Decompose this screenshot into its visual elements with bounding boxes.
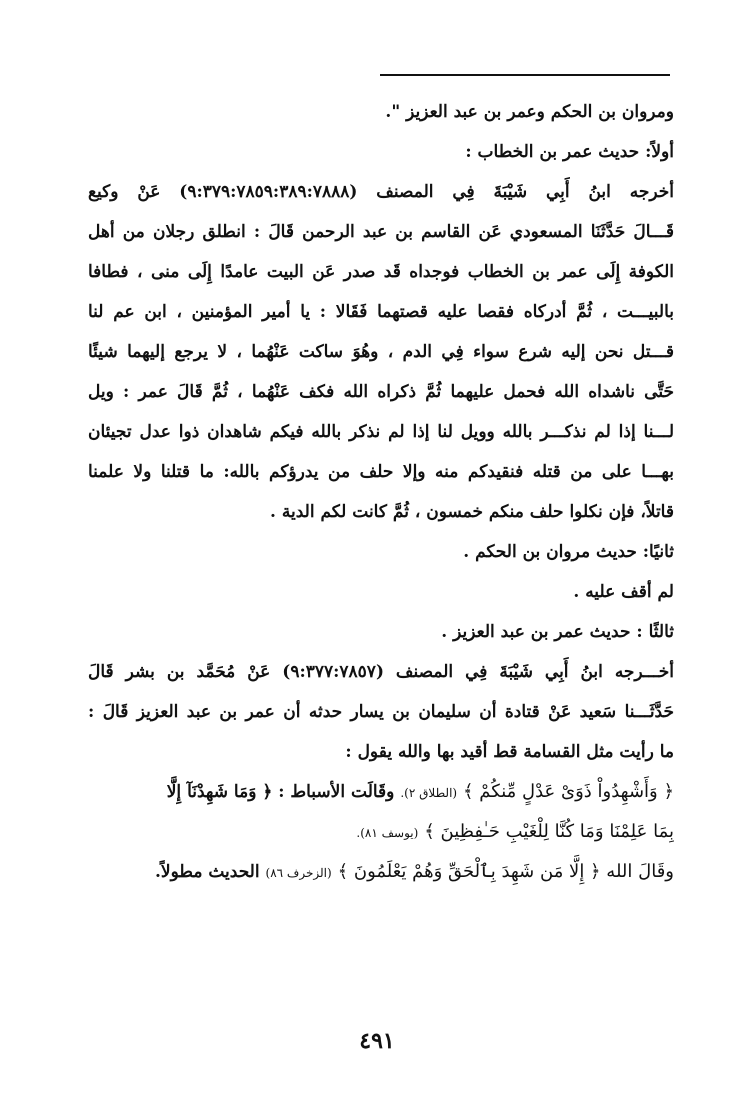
heading-first-hadith: أولاً: حديث عمر بن الخطاب : (465, 142, 674, 162)
text-line-5: الكوفة إِلَى عمر بن الخطاب فوجداه قَد صدر عَن البيت عامدًا إِلَى منى ، فطافا (88, 262, 674, 282)
text-hadith-mutawwal: الحديث مطولاً. (154, 862, 260, 882)
quran-ref-zukhruf: (الزخرف ٨٦) (265, 866, 332, 880)
text-line-10: بهـــا على من قتله فنقيدكم منه وإلا حلف من يدرؤكم بالله: ما قتلنا ولا علمنا (88, 462, 674, 482)
page-number: ٤٩١ (359, 1028, 395, 1054)
quran-verse-yusuf: بِمَا عَلِمْنَا وَمَا كُنَّا لِلْغَيْبِ حَـٰفِظِينَ ﴾ (424, 821, 674, 842)
quran-line-1 (88, 772, 674, 812)
heading-third-hadith: ثالثًا : حديث عمر بن عبد العزيز . (441, 622, 674, 642)
heading-second-hadith: ثانيًا: حديث مروان بن الحكم . (463, 542, 674, 562)
text-asbat: وقَالَت الأسباط : ﴿ وَمَا شَهِدْنَآ إِلَّا (166, 782, 395, 802)
text-line-16: حَدَّثَـــنا سَعيد عَنْ قتادة أن سليمان بن يسار حدثه أن عمر بن عبد العزيز قَالَ : (88, 702, 674, 722)
quran-line-2 (88, 812, 674, 852)
quran-line-3 (88, 852, 674, 892)
text-line-15: أخـــرجه ابنُ أَبِي شَيْبَةَ فِي المصنف (٩:٣٧٧:٧٨٥٧) عَنْ مُحَمَّد بن بشر قَالَ (88, 662, 674, 682)
text-line-9: لـــنا إذا لم نذكـــر بالله وويل لنا إذا لم نذكر بالله فيكم شاهدان ذوا عدل تجيئان (88, 422, 674, 442)
quran-verse-zukhruf: وقَالَ الله ﴿ إِلَّا مَن شَهِدَ بِٱلْحَقِّ وَهُمْ يَعْلَمُونَ ﴾ (337, 861, 674, 882)
text-line-8: حَتَّى ناشداه الله فحمل عليهما ثُمَّ ذكراه الله فكف عَنْهُما ، ثُمَّ قَالَ عمر : ويل (88, 382, 674, 402)
text-line-13: لم أقف عليه . (573, 582, 674, 602)
quran-ref-yusuf: (يوسف ٨١). (356, 826, 419, 840)
text-line-7: قـــتل نحن إليه شرع سواء فِي الدم ، وهُوَ ساكت عَنْهُما ، لا يرجع إليهما شيئًا (88, 342, 674, 362)
body-text (88, 92, 674, 892)
text-line-1: ومروان بن الحكم وعمر بن عبد العزيز ". (385, 102, 674, 122)
text-line-4: قَـــالَ حَدَّثَنَا المسعودي عَن القاسم بن عبد الرحمن قَالَ : انطلق رجلان من أهل (88, 222, 674, 242)
footnote-separator-rule (380, 74, 670, 76)
text-line-3: أخرجه ابنُ أَبِي شَيْبَةَ فِي المصنف (٩:٣٧٩:٧٨٥٩:٣٨٩:٧٨٨٨) عَنْ وكيع (88, 182, 674, 202)
text-line-17: ما رأيت مثل القسامة قط أقيد بها والله يقول : (345, 742, 674, 762)
text-line-11: قاتلاً، فإن نكلوا حلف منكم خمسون ، ثُمَّ كانت لكم الدية . (270, 502, 674, 522)
quran-verse-talaq: ﴿ وَأَشْهِدُواْ ذَوَىْ عَدْلٍ مِّنكُمْ ﴾ (463, 781, 674, 802)
quran-ref-talaq: (الطلاق ٢). (400, 786, 458, 800)
text-line-6: بالبيـــت ، ثُمَّ أدركاه فقصا عليه قصتهما فَقَالا : يا أمير المؤمنين ، ابن عم لنا (88, 302, 674, 322)
